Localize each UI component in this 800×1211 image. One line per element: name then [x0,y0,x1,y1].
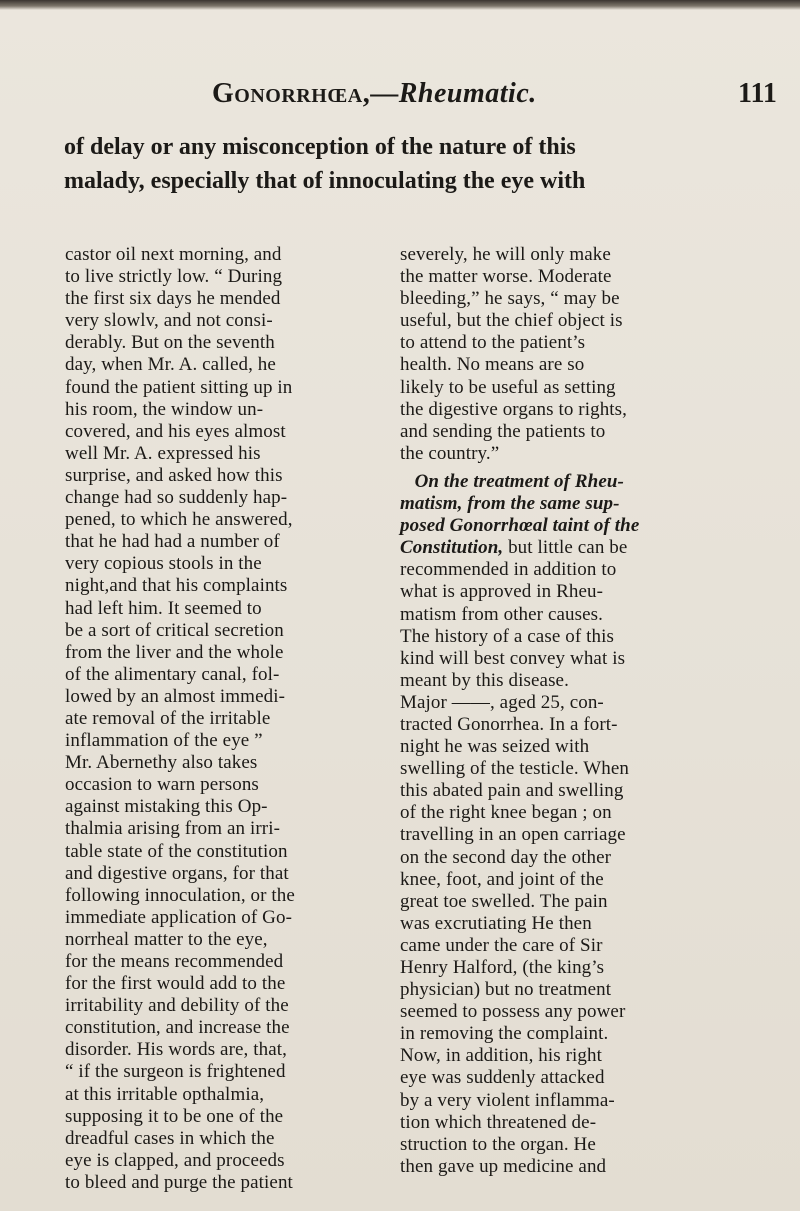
text-line: then gave up medicine and [400,1155,607,1177]
text-line: to bleed and purge the patient [65,1171,293,1193]
text-line: night,and that his complaints [65,575,288,597]
text-line: travelling in an open carriage [400,824,626,846]
text-line: inflammation of the eye ” [65,730,263,752]
text-line: by a very violent inflamma- [400,1089,615,1111]
text-line: from the liver and the whole [65,641,284,663]
text-line: thalmia arising from an irri- [65,818,280,840]
text-line: severely, he will only make [400,244,611,265]
carryover-line: malady, especially that of innoculating the eye with [64,168,586,194]
right-column [400,244,740,1178]
text-line: change had so suddenly hap- [65,487,288,509]
text-line: the first six days he mended [65,288,281,310]
text-line: immediate application of Go- [65,906,293,928]
text-line: what is approved in Rheu- [400,581,604,603]
text-line: to live strictly low. “ During [65,266,283,288]
text-line: constitution, and increase the [65,1017,290,1039]
text-line: Henry Halford, (the king’s [400,957,605,978]
text-line: derably. But on the seventh [65,332,275,354]
carryover-line: of delay or any misconception of the nature of this [64,134,576,160]
text-line: for the first would add to the [65,973,286,995]
section-heading-line: posed Gonorrhœal taint of the [400,515,640,537]
text-line: surprise, and asked how this [65,464,283,486]
text-line: norrheal matter to the eye, [65,928,268,950]
text-line: useful, but the chief object is [400,310,623,332]
text-line: table state of the constitution [65,840,288,862]
text-line: came under the care of Sir [400,934,603,956]
text-line: physician) but no treatment [400,979,612,1001]
text-line: had left him. It seemed to [65,597,262,619]
text-line: the country.” [400,442,500,464]
text-line: disorder. His words are, that, [65,1039,287,1061]
text-line: pened, to which he answered, [65,509,293,531]
section-heading-line: matism, from the same sup- [400,493,620,515]
text-line: be a sort of critical secretion [65,619,284,641]
text-line: bleeding,” he says, “ may be [400,288,620,310]
section-heading-line: Constitution, but little can be [400,537,628,559]
running-head-title [212,78,537,110]
text-line: likely to be useful as setting [400,376,616,398]
text-line: kind will best convey what is [400,647,626,669]
text-line: well Mr. A. expressed his [65,442,261,464]
text-line: that he had had a number of [65,531,280,553]
text-line: very slowlv, and not consi- [65,310,273,332]
section-heading-line: On the treatment of Rheu- [414,470,624,492]
text-line: supposing it to be one of the [65,1105,284,1127]
text-line: and digestive organs, for that [65,862,289,884]
text-line: lowed by an almost immedi- [65,685,286,707]
text-line: matism from other causes. [400,603,604,625]
text-line: very copious stools in the [65,553,262,575]
text-line: struction to the organ. He [400,1133,596,1155]
text-line: of the alimentary canal, fol- [65,663,280,685]
text-line: found the patient sitting up in [65,376,293,398]
text-line: of the right knee began ; on [400,802,612,824]
text-line: night he was seized with [400,736,590,758]
text-line: seemed to possess any power [400,1001,626,1023]
text-line: eye was suddenly attacked [400,1067,605,1089]
text-line: following innoculation, or the [65,884,295,906]
text-line: recommended in addition to [400,559,617,581]
text-line: Mr. Abernethy also takes [65,752,258,774]
text-line: to attend to the patient’s [400,332,586,354]
text-line: for the means recommended [65,951,284,972]
text-line: great toe swelled. The pain [400,890,608,912]
text-line: castor oil next morning, and [65,244,282,265]
text-line: Now, in addition, his right [400,1045,603,1067]
text-line: was excrutiating He then [400,912,592,934]
text-line: against mistaking this Op- [65,796,268,818]
text-line: at this irritable opthalmia, [65,1083,265,1105]
running-head-dash: — [370,78,399,109]
text-line: occasion to warn persons [65,774,259,796]
text-line: and sending the patients to [400,420,606,442]
text-line: ate removal of the irritable [65,707,271,729]
text-line: Major ——, aged 25, con- [400,691,604,713]
text-line: the matter worse. Moderate [400,266,612,288]
text-line: this abated pain and swelling [400,780,624,802]
text-line: in removing the complaint. [400,1023,609,1045]
running-head-rheumatic: Rheumatic. [398,78,537,109]
text-line: The history of a case of this [400,625,614,647]
text-line: on the second day the other [400,846,612,868]
page-top-edge [0,0,800,10]
text-line: day, when Mr. A. called, he [65,354,276,376]
text-line: his room, the window un- [65,398,264,420]
text-line: irritability and debility of the [65,995,289,1017]
text-line: tracted Gonorrhea. In a fort- [400,713,618,735]
text-line: swelling of the testicle. When [400,758,630,780]
text-line: covered, and his eyes almost [65,420,286,442]
running-head-gonorrhoea: Gonorrhœa, [212,78,371,109]
text-line: knee, foot, and joint of the [400,868,604,890]
text-line: tion which threatened de- [400,1111,597,1133]
text-line: meant by this disease. [400,669,569,691]
text-line: the digestive organs to rights, [400,398,628,420]
text-line: “ if the surgeon is frightened [65,1061,286,1083]
running-header [0,78,800,118]
text-line: health. No means are so [400,354,585,376]
carryover-text [64,130,734,198]
text-line: eye is clapped, and proceeds [65,1149,285,1171]
left-column [65,244,395,1194]
text-line: dreadful cases in which the [65,1127,275,1149]
page-number: 111 [738,78,777,109]
